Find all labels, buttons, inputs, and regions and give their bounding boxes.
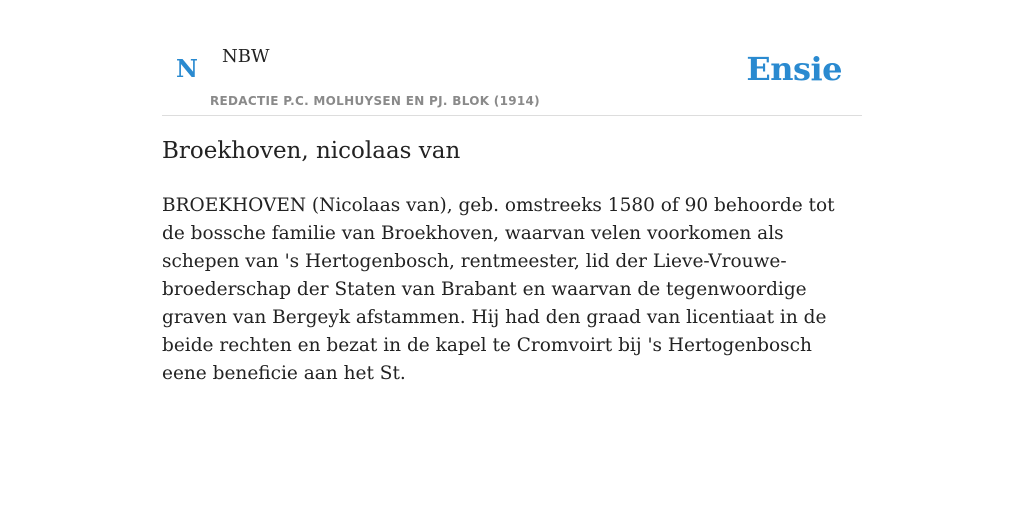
source-editors: REDACTIE P.C. MOLHUYSEN EN PJ. BLOK (1914)	[210, 94, 540, 108]
source-header	[162, 40, 862, 116]
brand-logo[interactable]: Ensie	[746, 50, 842, 88]
entry-title: Broekhoven, nicolaas van	[162, 138, 461, 164]
entry-body: BROEKHOVEN (Nicolaas van), geb. omstreeks 1580 of 90 behoorde tot de bossche familie van Broekhoven, waarvan velen voorkomen als schepen van 's Hertogenbosch, rentmeester, lid der Lieve-Vrouwe-broederschap der Staten van Brabant en waarvan de tegenwoordige graven van Bergeyk afstammen. Hij had den graad van licentiaat in de beide rechten en bezat in de kapel te Cromvoirt bij 's Hertogenbosch eene beneficie aan het St.	[162, 195, 835, 384]
source-logo[interactable]: N	[176, 54, 198, 83]
source-short-name[interactable]: NBW	[222, 46, 270, 67]
